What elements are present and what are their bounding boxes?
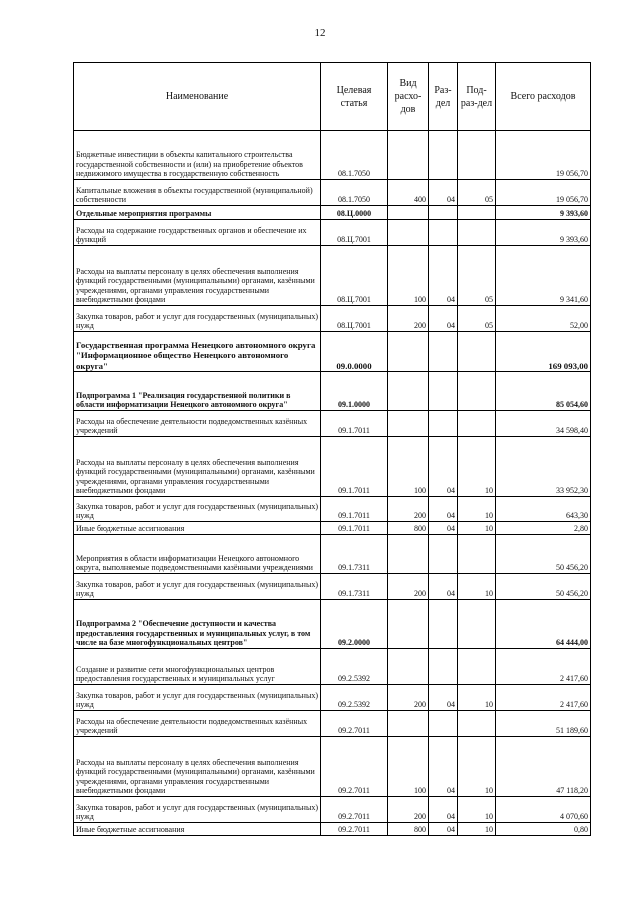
header-section: Раз-дел (429, 63, 458, 131)
row-total: 19 056,70 (496, 180, 591, 206)
row-total: 2,80 (496, 522, 591, 535)
row-subsection (458, 206, 496, 220)
row-expense-type: 200 (388, 497, 429, 522)
row-subsection (458, 649, 496, 685)
row-total: 64 444,00 (496, 600, 591, 649)
row-expense-type: 200 (388, 685, 429, 711)
row-total: 85 054,60 (496, 372, 591, 411)
row-subsection: 10 (458, 685, 496, 711)
table-row (74, 206, 591, 220)
row-name: Расходы на выплаты персоналу в целях обеспечения выполнения функций государственными (муниципальными) органами, казёнными учреждениями, органами управления государственными внебюджетными фондами (74, 737, 321, 797)
row-total: 34 598,40 (496, 411, 591, 437)
row-target-article: 08.1.7050 (321, 180, 388, 206)
row-name: Создание и развитие сети многофункциональных центров предоставления государственных и муниципальных услуг (74, 649, 321, 685)
table-row (74, 522, 591, 535)
row-name: Расходы на обеспечение деятельности подведомственных казённых учреждений (74, 711, 321, 737)
row-name: Закупка товаров, работ и услуг для государственных (муниципальных) нужд (74, 574, 321, 600)
row-target-article: 09.2.7011 (321, 797, 388, 823)
row-name: Бюджетные инвестиции в объекты капитального строительства государственной собственности и (или) на приобретение объектов недвижимого имущества в государственную собственность (74, 131, 321, 180)
row-name: Иные бюджетные ассигнования (74, 823, 321, 836)
row-target-article: 09.0.0000 (321, 332, 388, 372)
row-section (429, 131, 458, 180)
row-subsection: 05 (458, 180, 496, 206)
row-subsection (458, 332, 496, 372)
table-row (74, 797, 591, 823)
row-section: 04 (429, 737, 458, 797)
table-row (74, 131, 591, 180)
row-name: Закупка товаров, работ и услуг для государственных (муниципальных) нужд (74, 797, 321, 823)
table-row (74, 497, 591, 522)
row-section: 04 (429, 522, 458, 535)
table-row (74, 823, 591, 836)
header-subsection: Под-раз-дел (458, 63, 496, 131)
row-name: Расходы на выплаты персоналу в целях обеспечения выполнения функций государственными (муниципальными) органами, казёнными учреждениями, органами управления государственными внебюджетными фондами (74, 437, 321, 497)
table-row (74, 685, 591, 711)
row-name: Закупка товаров, работ и услуг для государственных (муниципальных) нужд (74, 306, 321, 332)
row-total: 9 393,60 (496, 220, 591, 246)
table-row (74, 574, 591, 600)
row-name: Подпрограмма 2 "Обеспечение доступности и качества предоставления государственных и муниципальных услуг, в том числе на базе многофункциональных центров" (74, 600, 321, 649)
row-section (429, 535, 458, 574)
row-expense-type: 100 (388, 737, 429, 797)
row-section: 04 (429, 497, 458, 522)
row-name: Государственная программа Ненецкого автономного округа "Информационное общество Ненецкого автономного округа" (74, 332, 321, 372)
table-row (74, 437, 591, 497)
row-total: 51 189,60 (496, 711, 591, 737)
row-name: Расходы на выплаты персоналу в целях обеспечения выполнения функций государственными (муниципальными) органами, казёнными учреждениями, органами управления государственными внебюджетными фондами (74, 246, 321, 306)
row-target-article: 08.Ц.7001 (321, 306, 388, 332)
table-row (74, 535, 591, 574)
row-target-article: 09.1.0000 (321, 372, 388, 411)
row-target-article: 08.Ц.7001 (321, 246, 388, 306)
page-number: 12 (314, 27, 326, 39)
row-subsection: 10 (458, 522, 496, 535)
row-expense-type (388, 131, 429, 180)
header-name: Наименование (74, 63, 321, 131)
row-expense-type (388, 411, 429, 437)
row-section: 04 (429, 180, 458, 206)
row-expense-type: 800 (388, 522, 429, 535)
row-target-article: 09.2.5392 (321, 649, 388, 685)
row-section (429, 332, 458, 372)
table-row (74, 180, 591, 206)
budget-expenditure-table (73, 62, 591, 836)
row-total: 2 417,60 (496, 685, 591, 711)
row-subsection: 10 (458, 574, 496, 600)
row-expense-type: 200 (388, 574, 429, 600)
row-expense-type (388, 332, 429, 372)
row-section (429, 600, 458, 649)
row-subsection (458, 535, 496, 574)
table-row (74, 306, 591, 332)
row-name: Капитальные вложения в объекты государственной (муниципальной) собственности (74, 180, 321, 206)
row-section: 04 (429, 574, 458, 600)
row-target-article: 09.1.7011 (321, 522, 388, 535)
row-expense-type (388, 372, 429, 411)
row-expense-type (388, 649, 429, 685)
row-target-article: 09.1.7011 (321, 411, 388, 437)
table-row (74, 220, 591, 246)
row-target-article: 08.Ц.0000 (321, 206, 388, 220)
row-total: 169 093,00 (496, 332, 591, 372)
row-section (429, 206, 458, 220)
row-total: 9 393,60 (496, 206, 591, 220)
row-name: Подпрограмма 1 "Реализация государственной политики в области информатизации Ненецкого автономного округа" (74, 372, 321, 411)
row-total: 47 118,20 (496, 737, 591, 797)
row-target-article: 09.1.7311 (321, 535, 388, 574)
row-total: 2 417,60 (496, 649, 591, 685)
row-section: 04 (429, 823, 458, 836)
row-target-article: 09.2.0000 (321, 600, 388, 649)
row-target-article: 08.1.7050 (321, 131, 388, 180)
header-expense-type: Вид расхо-дов (388, 63, 429, 131)
header-target-article: Целевая статья (321, 63, 388, 131)
row-section: 04 (429, 797, 458, 823)
row-expense-type: 200 (388, 797, 429, 823)
row-subsection: 10 (458, 823, 496, 836)
row-name: Расходы на содержание государственных органов и обеспечение их функций (74, 220, 321, 246)
row-expense-type: 400 (388, 180, 429, 206)
row-total: 50 456,20 (496, 574, 591, 600)
row-target-article: 09.1.7311 (321, 574, 388, 600)
row-total: 643,30 (496, 497, 591, 522)
row-section: 04 (429, 246, 458, 306)
table-row (74, 372, 591, 411)
row-expense-type (388, 206, 429, 220)
row-name: Закупка товаров, работ и услуг для государственных (муниципальных) нужд (74, 497, 321, 522)
table-header-row (74, 63, 591, 131)
row-section: 04 (429, 437, 458, 497)
row-target-article: 09.2.7011 (321, 711, 388, 737)
header-total: Всего расходов (496, 63, 591, 131)
table-row (74, 711, 591, 737)
row-subsection: 05 (458, 246, 496, 306)
row-subsection (458, 131, 496, 180)
table-row (74, 411, 591, 437)
row-total: 9 341,60 (496, 246, 591, 306)
row-section: 04 (429, 306, 458, 332)
table-row (74, 332, 591, 372)
row-section (429, 220, 458, 246)
row-total: 33 952,30 (496, 437, 591, 497)
row-section (429, 372, 458, 411)
table-row (74, 600, 591, 649)
row-subsection (458, 372, 496, 411)
row-subsection (458, 711, 496, 737)
row-section (429, 649, 458, 685)
row-section (429, 411, 458, 437)
row-subsection: 10 (458, 737, 496, 797)
row-total: 0,80 (496, 823, 591, 836)
row-expense-type: 100 (388, 246, 429, 306)
row-name: Мероприятия в области информатизации Ненецкого автономного округа, выполняемые подведомственными казёнными учреждениями (74, 535, 321, 574)
row-name: Иные бюджетные ассигнования (74, 522, 321, 535)
row-subsection: 05 (458, 306, 496, 332)
row-expense-type (388, 600, 429, 649)
row-total: 19 056,70 (496, 131, 591, 180)
row-name: Расходы на обеспечение деятельности подведомственных казённых учреждений (74, 411, 321, 437)
row-subsection (458, 220, 496, 246)
table-row (74, 649, 591, 685)
row-subsection: 10 (458, 797, 496, 823)
row-expense-type: 100 (388, 437, 429, 497)
row-target-article: 09.1.7011 (321, 437, 388, 497)
row-name: Закупка товаров, работ и услуг для государственных (муниципальных) нужд (74, 685, 321, 711)
row-target-article: 09.2.7011 (321, 823, 388, 836)
row-subsection (458, 411, 496, 437)
row-name: Отдельные мероприятия программы (74, 206, 321, 220)
row-target-article: 09.2.7011 (321, 737, 388, 797)
row-total: 4 070,60 (496, 797, 591, 823)
row-total: 52,00 (496, 306, 591, 332)
row-expense-type: 800 (388, 823, 429, 836)
row-expense-type (388, 220, 429, 246)
row-expense-type (388, 711, 429, 737)
row-subsection: 10 (458, 497, 496, 522)
row-section (429, 711, 458, 737)
table-row (74, 246, 591, 306)
row-target-article: 09.2.5392 (321, 685, 388, 711)
row-target-article: 09.1.7011 (321, 497, 388, 522)
row-section: 04 (429, 685, 458, 711)
row-subsection (458, 600, 496, 649)
row-total: 50 456,20 (496, 535, 591, 574)
row-expense-type (388, 535, 429, 574)
row-target-article: 08.Ц.7001 (321, 220, 388, 246)
table-row (74, 737, 591, 797)
row-subsection: 10 (458, 437, 496, 497)
row-expense-type: 200 (388, 306, 429, 332)
